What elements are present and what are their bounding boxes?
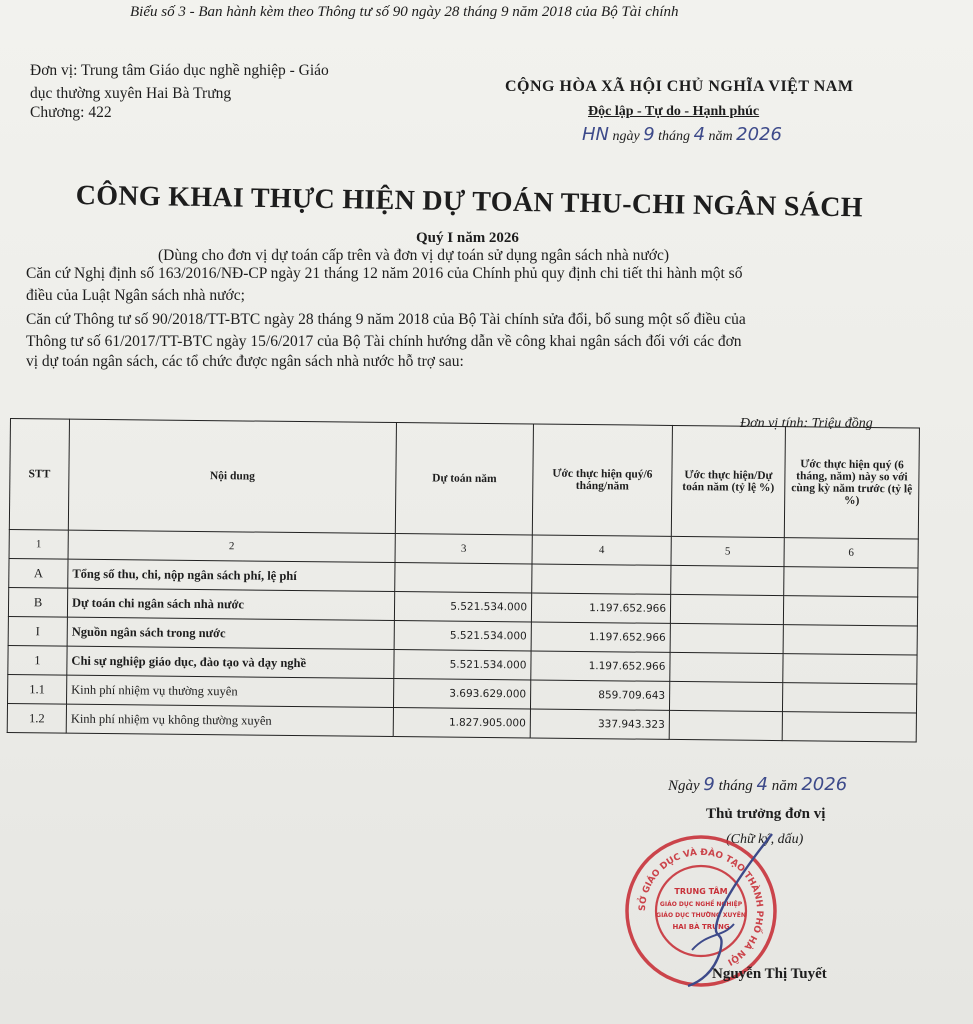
row-ratio bbox=[669, 681, 782, 711]
row-yoy bbox=[783, 625, 917, 655]
sign-date-label-year: năm bbox=[771, 778, 798, 794]
row-yoy bbox=[782, 712, 916, 742]
signature-note: (Chữ ký, dấu) bbox=[726, 832, 804, 847]
chapter: Chương: 422 bbox=[30, 104, 112, 121]
national-motto: Độc lập - Tự do - Hạnh phúc bbox=[588, 104, 760, 119]
header-content: Nội dung bbox=[68, 419, 396, 533]
row-estimate: 1.197.652.966 bbox=[531, 651, 670, 681]
row-plan: 5.521.534.000 bbox=[394, 621, 531, 651]
issue-date bbox=[582, 124, 782, 145]
row-stt: 1.2 bbox=[7, 703, 66, 733]
unit-name-line1: Đơn vị: Trung tâm Giáo dục nghề nghiệp - Giáo bbox=[30, 62, 329, 79]
index-cell: 3 bbox=[395, 534, 532, 564]
row-stt: 1.1 bbox=[8, 674, 67, 704]
usage-note: (Dùng cho đơn vị dự toán cấp trên và đơn vị dự toán sử dụng ngân sách nhà nước) bbox=[158, 247, 670, 264]
index-cell: 5 bbox=[671, 536, 784, 566]
row-estimate bbox=[532, 564, 671, 594]
row-content: Chi sự nghiệp giáo dục, đào tạo và dạy nghề bbox=[67, 646, 394, 678]
date-label-year: năm bbox=[708, 129, 733, 144]
legal-basis-line1: Căn cứ Nghị định số 163/2016/NĐ-CP ngày 21 tháng 12 năm 2016 của Chính phủ quy định chi tiết thi hành một số bbox=[26, 265, 743, 282]
row-yoy bbox=[784, 567, 918, 597]
row-plan: 5.521.534.000 bbox=[394, 650, 531, 680]
row-stt: 1 bbox=[8, 645, 67, 675]
date-day: 9 bbox=[643, 124, 655, 145]
header-ratio: Ước thực hiện/Dự toán năm (tỷ lệ %) bbox=[671, 425, 785, 537]
document-title: CÔNG KHAI THỰC HIỆN DỰ TOÁN THU-CHI NGÂN SÁCH bbox=[75, 180, 864, 224]
legal-basis-line5: vị dự toán ngân sách, các tổ chức được ngân sách nhà nước hỗ trợ sau: bbox=[26, 353, 464, 370]
row-plan: 5.521.534.000 bbox=[394, 592, 531, 622]
row-stt: A bbox=[9, 558, 68, 588]
row-ratio bbox=[670, 594, 783, 624]
signer-title: Thủ trưởng đơn vị bbox=[706, 806, 826, 822]
seal-inner-line1: TRUNG TÂM bbox=[674, 887, 728, 896]
form-note: Biểu số 3 - Ban hành kèm theo Thông tư số 90 ngày 28 tháng 9 năm 2018 của Bộ Tài chính bbox=[130, 4, 679, 20]
sign-date-year: 2026 bbox=[801, 774, 848, 795]
row-estimate: 1.197.652.966 bbox=[531, 622, 670, 652]
row-estimate: 859.709.643 bbox=[530, 680, 669, 710]
row-yoy bbox=[782, 683, 916, 713]
sign-date-label-month: tháng bbox=[718, 778, 753, 794]
row-stt: I bbox=[8, 616, 67, 646]
row-content: Kinh phí nhiệm vụ thường xuyên bbox=[67, 675, 394, 707]
row-plan bbox=[395, 563, 532, 593]
table-header-row bbox=[9, 419, 919, 540]
seal-ring-text: SỞ GIÁO DỤC VÀ ĐÀO TẠO THÀNH PHỐ HÀ NỘI bbox=[637, 847, 765, 967]
sign-date-month: 4 bbox=[756, 774, 768, 795]
row-yoy bbox=[783, 596, 917, 626]
signer-name: Nguyễn Thị Tuyết bbox=[712, 966, 827, 982]
budget-table bbox=[7, 418, 920, 743]
index-cell: 1 bbox=[9, 529, 68, 559]
seal-inner-line3: GIÁO DỤC THƯỜNG XUYÊN bbox=[656, 912, 746, 919]
nation-heading: CỘNG HÒA XÃ HỘI CHỦ NGHĨA VIỆT NAM bbox=[505, 78, 854, 95]
row-stt: B bbox=[8, 587, 67, 617]
index-cell: 4 bbox=[532, 535, 671, 565]
signature-date bbox=[668, 774, 847, 795]
legal-basis-line3: Căn cứ Thông tư số 90/2018/TT-BTC ngày 28 tháng 9 năm 2018 của Bộ Tài chính sửa đổi, bổ sung một số điều của bbox=[26, 311, 746, 328]
date-place: HN bbox=[582, 124, 609, 145]
sign-date-label-day: Ngày bbox=[668, 778, 700, 794]
quarter-label: Quý I năm 2026 bbox=[416, 230, 519, 246]
legal-basis-line2: điều của Luật Ngân sách nhà nước; bbox=[26, 287, 245, 304]
seal-inner-line4: HAI BÀ TRƯNG bbox=[672, 923, 730, 931]
row-content: Dự toán chi ngân sách nhà nước bbox=[67, 588, 394, 620]
row-plan: 1.827.905.000 bbox=[393, 708, 530, 738]
row-plan: 3.693.629.000 bbox=[393, 679, 530, 709]
legal-basis-line4: Thông tư số 61/2017/TT-BTC ngày 15/6/2017 của Bộ Tài chính hướng dẫn về công khai ngân sách đối với các đơn bbox=[26, 333, 742, 350]
date-label-day: ngày bbox=[612, 129, 640, 144]
row-content: Kinh phí nhiệm vụ không thường xuyên bbox=[66, 704, 393, 736]
index-cell: 2 bbox=[68, 530, 395, 562]
row-content: Nguồn ngân sách trong nước bbox=[67, 617, 394, 649]
row-ratio bbox=[670, 652, 783, 682]
index-cell: 6 bbox=[784, 538, 918, 568]
row-content: Tổng số thu, chi, nộp ngân sách phí, lệ phí bbox=[68, 559, 395, 591]
date-label-month: tháng bbox=[658, 129, 691, 144]
header-stt: STT bbox=[9, 419, 69, 531]
row-ratio bbox=[670, 623, 783, 653]
row-ratio bbox=[669, 710, 782, 740]
date-month: 4 bbox=[693, 124, 706, 145]
seal-inner-line2: GIÁO DỤC NGHỀ NGHIỆP bbox=[659, 901, 743, 908]
currency-unit-label: Đơn vị tính: Triệu đồng bbox=[740, 416, 873, 431]
header-yoy: Ước thực hiện quý (6 tháng, năm) này so với cùng kỳ năm trước (tỷ lệ %) bbox=[784, 427, 919, 539]
unit-name-line2: dục thường xuyên Hai Bà Trưng bbox=[30, 85, 232, 102]
row-yoy bbox=[783, 654, 917, 684]
row-estimate: 337.943.323 bbox=[530, 709, 669, 739]
row-ratio bbox=[671, 565, 784, 595]
row-estimate: 1.197.652.966 bbox=[531, 593, 670, 623]
header-estimate: Ước thực hiện quý/6 tháng/năm bbox=[532, 424, 672, 536]
header-plan: Dự toán năm bbox=[395, 423, 533, 535]
sign-date-day: 9 bbox=[703, 774, 715, 795]
date-year: 2026 bbox=[736, 124, 782, 145]
